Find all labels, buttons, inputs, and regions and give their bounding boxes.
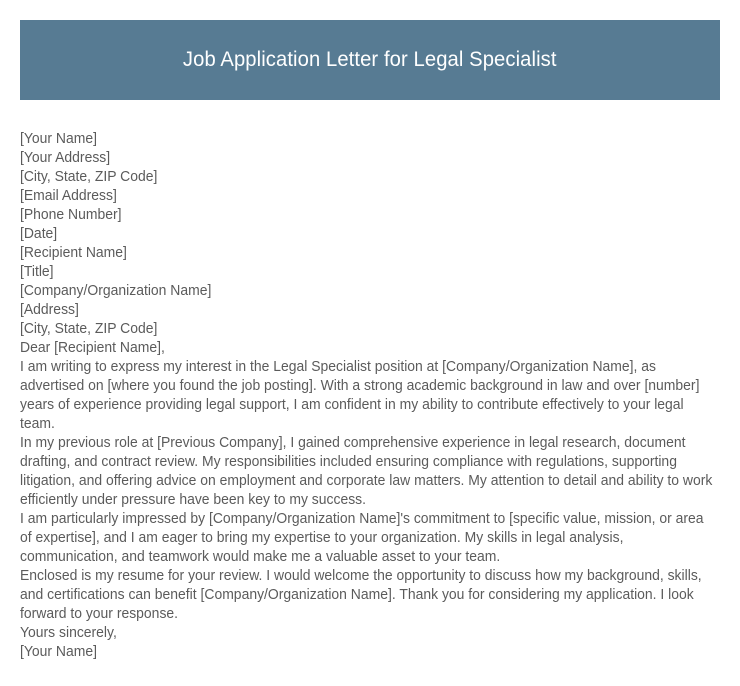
recipient-city-line: [City, State, ZIP Code]	[20, 321, 158, 337]
sender-phone-line: [Phone Number]	[20, 207, 122, 223]
sender-address-line: [Your Address]	[20, 150, 111, 166]
letter-body	[20, 130, 718, 662]
closing-line: Yours sincerely,	[20, 625, 117, 641]
sender-name-line: [Your Name]	[20, 131, 97, 147]
body-paragraph-3: I am particularly impressed by [Company/Organization Name]'s commitment to [specific value, mission, or area of expertise], and I am eager to bring my expertise to your organization. My skills in legal analysis, communication, and teamwork would make me a valuable asset to your team.	[20, 511, 704, 565]
sender-email-line: [Email Address]	[20, 188, 117, 204]
body-paragraph-1: I am writing to express my interest in the Legal Specialist position at [Company/Organization Name], as advertised on [where you found the job posting]. With a strong academic background in law and over [number] years of experience providing legal support, I am confident in my ability to contribute effectively to your legal team.	[20, 359, 700, 432]
salutation-line: Dear [Recipient Name],	[20, 340, 165, 356]
signature-line: [Your Name]	[20, 644, 97, 660]
date-line: [Date]	[20, 226, 58, 242]
body-paragraph-2: In my previous role at [Previous Company], I gained comprehensive experience in legal research, document drafting, and contract review. My responsibilities included ensuring compliance with regulations, supporting litigation, and offering advice on employment and corporate law matters. My attention to detail and ability to work efficiently under pressure have been key to my success.	[20, 435, 713, 508]
document-header-banner	[20, 20, 720, 100]
body-paragraph-4: Enclosed is my resume for your review. I would welcome the opportunity to discuss how my background, skills, and certifications can benefit [Company/Organization Name]. Thank you for considering my application. I look forward to your response.	[20, 568, 702, 622]
recipient-address-line: [Address]	[20, 302, 79, 318]
sender-city-line: [City, State, ZIP Code]	[20, 169, 158, 185]
recipient-title-line: [Title]	[20, 264, 54, 280]
page-title: Job Application Letter for Legal Specialist	[183, 47, 557, 72]
recipient-company-line: [Company/Organization Name]	[20, 283, 212, 299]
recipient-name-line: [Recipient Name]	[20, 245, 127, 261]
